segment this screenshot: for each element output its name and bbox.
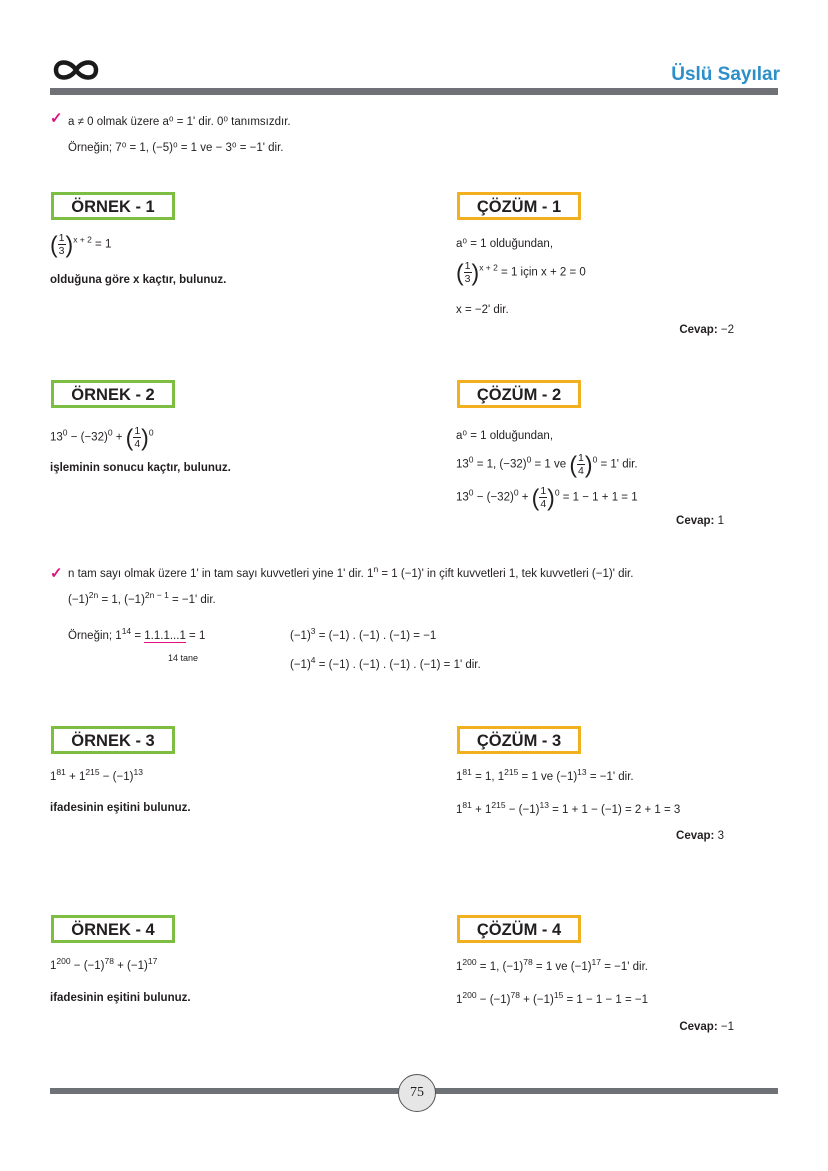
solution-1-line-1: a⁰ = 1 olduğundan, xyxy=(456,238,554,250)
example-3-label: ÖRNEK - 3 xyxy=(51,726,175,754)
example-4-question: ifadesinin eşitini bulunuz. xyxy=(50,992,191,1004)
example-1-question: olduğuna göre x kaçtır, bulunuz. xyxy=(50,274,227,286)
footer-rule-right xyxy=(433,1088,778,1094)
note2-rule: n tam sayı olmak üzere 1' in tam sayı kuvvetleri yine 1' dir. $1^n = 1$ (−1)' in çift kuvvetleri 1, tek kuvvetleri (−1)' dir. xyxy=(68,564,634,580)
example-2-label: ÖRNEK - 2 xyxy=(51,380,175,408)
footer-rule-left xyxy=(50,1088,400,1094)
example-3-expr: $1^{81} + 1^{215} - (-1)^{13}$ xyxy=(50,767,143,783)
page-title: Üslü Sayılar xyxy=(671,64,780,85)
solution-2-line-2: $13^0 = 1$, $(-32)^0 = 1$ ve ( $\frac{1}{4}$ )$^0$ = 1' dir. xyxy=(456,451,638,478)
solution-4-label: ÇÖZÜM - 4 xyxy=(457,915,581,943)
answer-3: Cevap: 3 xyxy=(676,830,724,842)
solution-3-line-2: $1^{81} + 1^{215} - (-1)^{13} = 1 + 1 - (-1) = 2 + 1 = 3$ xyxy=(456,800,681,816)
answer-1: Cevap: −2 xyxy=(679,324,734,336)
example-2-expr: $13^0 - (-32)^0$ + ( $\frac{1}{4}$ )$^0$ xyxy=(50,424,154,451)
solution-1-label: ÇÖZÜM - 1 xyxy=(457,192,581,220)
answer-4: Cevap: −1 xyxy=(679,1021,734,1033)
note2-example: Örneğin; $1^{14} = 1.1.1...1 = 1$ xyxy=(68,626,206,642)
underbrace-label: 14 tane xyxy=(168,653,199,663)
note2-cube: $(-1)^3 = (-1)$ . (−1) . (−1) = −1 xyxy=(290,626,437,642)
example-2-question: işleminin sonucu kaçtır, bulunuz. xyxy=(50,462,231,474)
solution-2-label: ÇÖZÜM - 2 xyxy=(457,380,581,408)
note1-rule: a ≠ 0 olmak üzere a⁰ = 1' dir. 0⁰ tanımsızdır. xyxy=(68,116,291,128)
check-icon: ✓ xyxy=(50,110,63,127)
check-icon: ✓ xyxy=(50,565,63,582)
solution-2-line-3: $13^0 - (-32)^0$ + ( $\frac{1}{4}$ )$^0$ = 1 − 1 + 1 = 1 xyxy=(456,484,638,511)
note2-formula: $(-1)^{2n} = 1$, $(-1)^{2n - 1} = -1'$ dir. xyxy=(68,590,216,606)
answer-2: Cevap: 1 xyxy=(676,515,724,527)
solution-4-line-1: $1^{200} = 1$, $(-1)^{78} = 1$ ve $(-1)^{17} = -1'$ dir. xyxy=(456,957,648,973)
solution-3-label: ÇÖZÜM - 3 xyxy=(457,726,581,754)
header-rule xyxy=(50,88,778,95)
note1-example: Örneğin; 7⁰ = 1, (−5)⁰ = 1 ve − 3⁰ = −1' dir. xyxy=(68,142,284,154)
solution-1-line-2: ( $\frac{1}{3}$ )$^{x + 2}$ = 1 için x + 2 = 0 xyxy=(456,259,586,286)
example-3-question: ifadesinin eşitini bulunuz. xyxy=(50,802,191,814)
note2-fourth: $(-1)^4 = (-1)$ . (−1) . (−1) . (−1) = 1' dir. xyxy=(290,655,481,671)
page-number: 75 xyxy=(398,1074,436,1112)
solution-3-line-1: $1^{81} = 1$, $1^{215} = 1$ ve $(-1)^{13} = -1'$ dir. xyxy=(456,767,634,783)
example-1-label: ÖRNEK - 1 xyxy=(51,192,175,220)
solution-4-line-2: $1^{200} - (-1)^{78} + (-1)^{15} = 1 - 1 - 1 = -1$ xyxy=(456,990,649,1006)
example-4-expr: $1^{200} - (-1)^{78} + (-1)^{17}$ xyxy=(50,956,158,972)
infinity-logo-icon xyxy=(50,56,102,84)
example-4-label: ÖRNEK - 4 xyxy=(51,915,175,943)
solution-1-line-3: x = −2' dir. xyxy=(456,304,509,316)
example-1-expr: ( $\frac{1}{3}$ )$^{x + 2}$ = 1 xyxy=(50,231,112,258)
solution-2-line-1: a⁰ = 1 olduğundan, xyxy=(456,430,554,442)
